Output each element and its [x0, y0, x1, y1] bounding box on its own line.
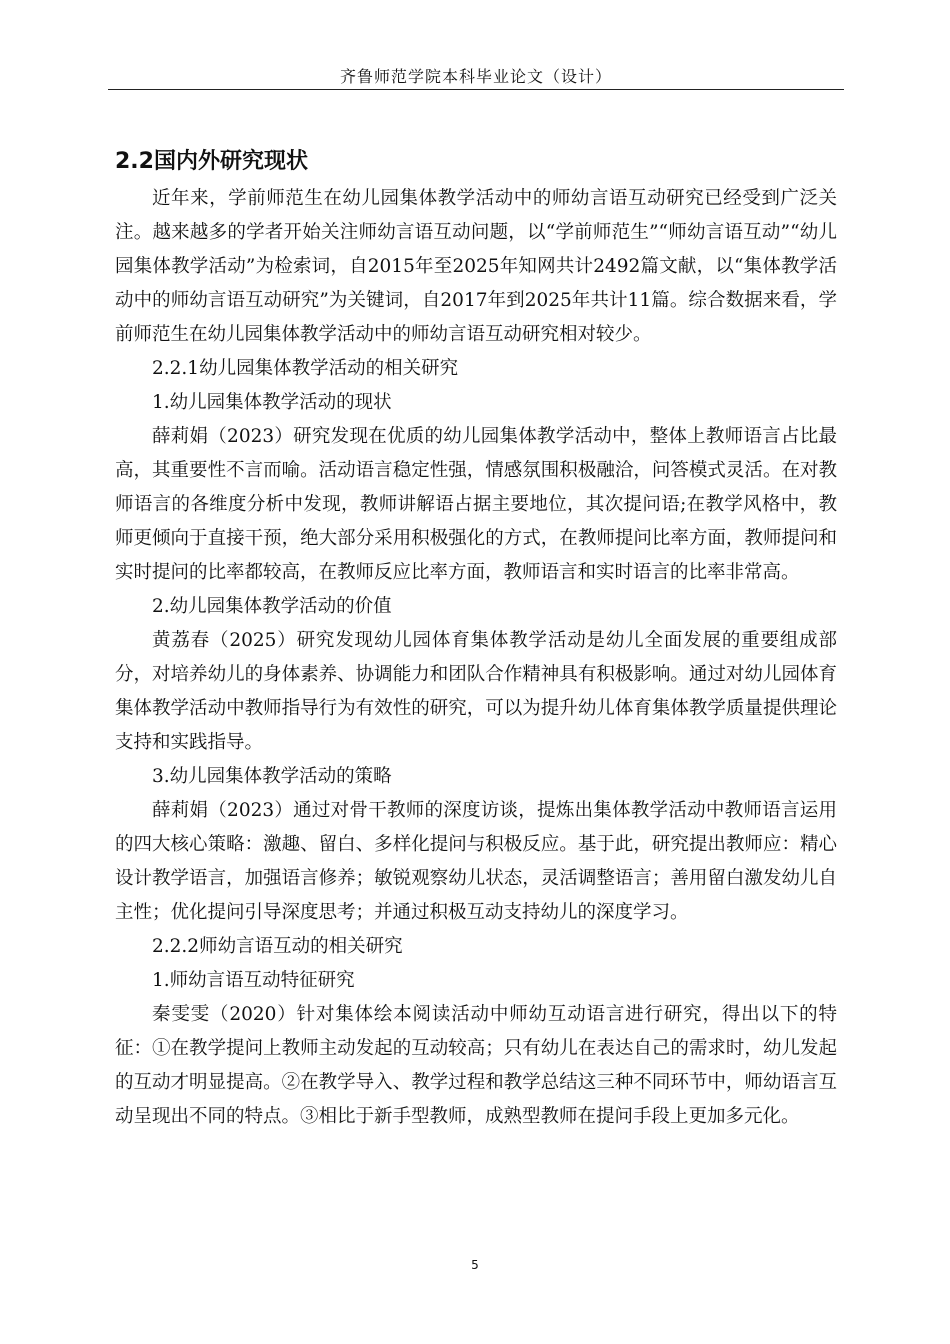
list-heading: 3.幼儿园集体教学活动的策略 [152, 766, 392, 787]
list-heading: 2.幼儿园集体教学活动的价值 [152, 596, 392, 617]
paragraph: 近年来，学前师范生在幼儿园集体教学活动中的师幼言语互动研究已经受到广泛关注。越来越多的学者开始关注师幼言语互动问题，以“学前师范生”“师幼言语互动”“幼儿园集体教学活动”为检索词，自2015年至2025年知网共计2492篇文献，以“集体教学活动中的师幼言语互动研究”为关键词，自2017年到2025年共计11篇。综合数据来看，学前师范生在幼儿园集体教学活动中的师幼言语互动研究相对较少。 [115, 188, 837, 345]
subsection-heading: 2.2.2师幼言语互动的相关研究 [152, 936, 403, 957]
paragraph: 薛莉娟（2023）通过对骨干教师的深度访谈，提炼出集体教学活动中教师语言运用的四大核心策略：激趣、留白、多样化提问与积极反应。基于此，研究提出教师应：精心设计教学语言，加强语言修养；敏锐观察幼儿状态，灵活调整语言；善用留白激发幼儿自主性；优化提问引导深度思考；并通过积极互动支持幼儿的深度学习。 [115, 800, 837, 923]
section-title: 2.2国内外研究现状 [115, 149, 308, 174]
page-number: 5 [471, 1258, 479, 1272]
subsection-heading: 2.2.1幼儿园集体教学活动的相关研究 [152, 358, 459, 379]
list-heading: 1.幼儿园集体教学活动的现状 [152, 392, 392, 413]
paragraph: 薛莉娟（2023）研究发现在优质的幼儿园集体教学活动中，整体上教师语言占比最高，其重要性不言而喻。活动语言稳定性强，情感氛围积极融洽，问答模式灵活。在对教师语言的各维度分析中发现，教师讲解语占据主要地位，其次提问语;在教学风格中，教师更倾向于直接干预，绝大部分采用积极强化的方式，在教师提问比率方面，教师提问和实时提问的比率都较高，在教师反应比率方面，教师语言和实时语言的比率非常高。 [115, 426, 837, 583]
list-heading: 1.师幼言语互动特征研究 [152, 970, 355, 991]
header-rule [108, 89, 844, 90]
paragraph: 秦雯雯（2020）针对集体绘本阅读活动中师幼互动语言进行研究，得出以下的特征：①在教学提问上教师主动发起的互动较高；只有幼儿在表达自己的需求时，幼儿发起的互动才明显提高。②在教学导入、教学过程和教学总结这三种不同环节中，师幼语言互动呈现出不同的特点。③相比于新手型教师，成熟型教师在提问手段上更加多元化。 [115, 1004, 837, 1127]
body-text [115, 182, 837, 1134]
paragraph: 黄荔春（2025）研究发现幼儿园体育集体教学活动是幼儿全面发展的重要组成部分，对培养幼儿的身体素养、协调能力和团队合作精神具有积极影响。通过对幼儿园体育集体教学活动中教师指导行为有效性的研究，可以为提升幼儿体育集体教学质量提供理论支持和实践指导。 [115, 630, 837, 753]
running-header: 齐鲁师范学院本科毕业论文（设计） [339, 67, 612, 86]
